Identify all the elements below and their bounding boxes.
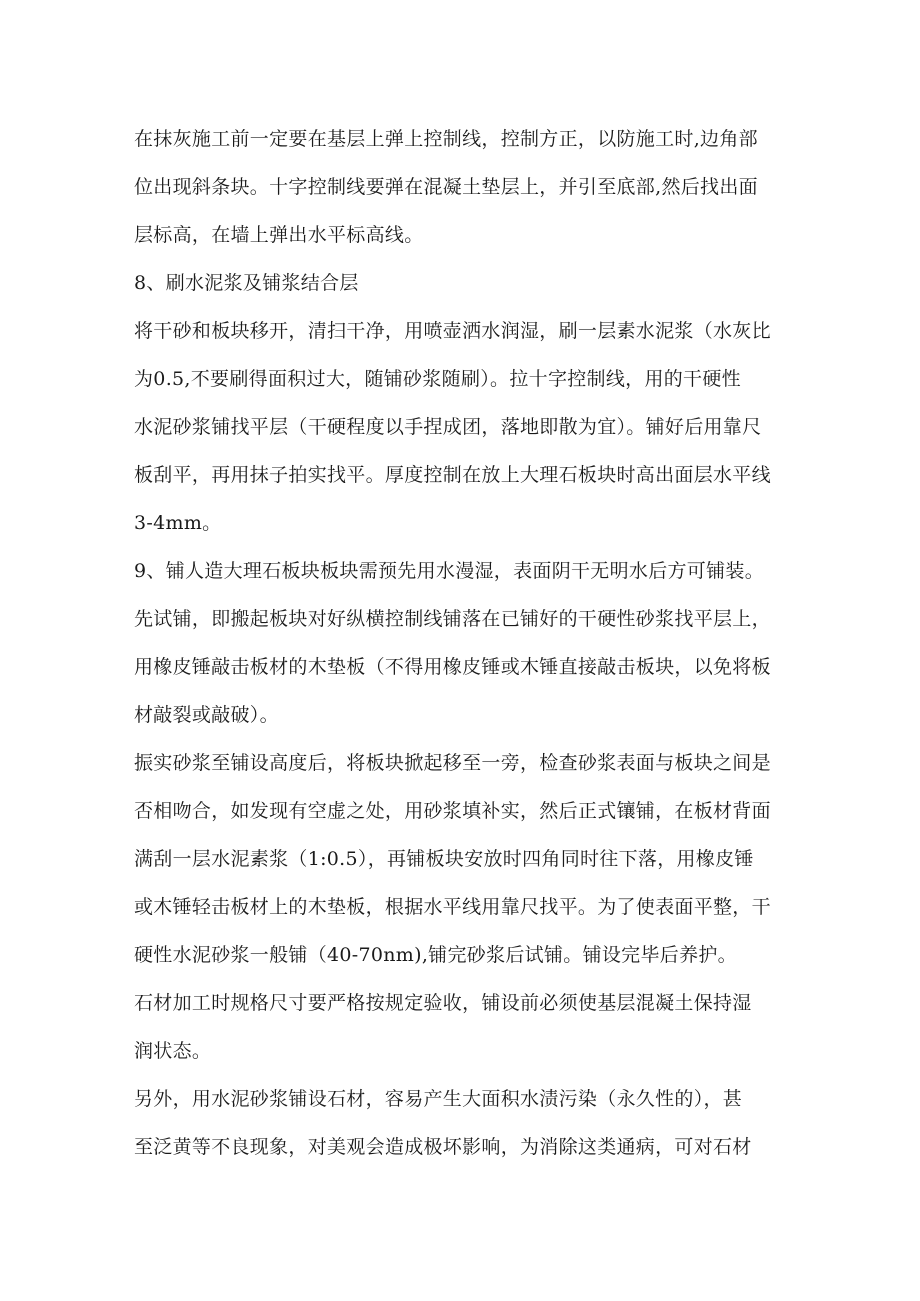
paragraph-line: 材敲裂或敲破）。 (134, 704, 279, 726)
paragraph-line: 位出现斜条块。十字控制线要弹在混凝土垫层上，并引至底部,然后找出面 (134, 176, 758, 198)
section-heading: 8、刷水泥浆及铺浆结合层 (134, 272, 359, 294)
paragraph-line: 层标高，在墙上弹出水平标高线。 (134, 224, 424, 246)
section-heading: 9、铺人造大理石板块板块需预先用水漫湿，表面阴干无明水后方可铺装。 (134, 560, 764, 582)
paragraph-line: 3-4mm。 (134, 512, 222, 534)
paragraph-line: 为0.5,不要刷得面积过大，随铺砂浆随刷）。拉十字控制线，用的干硬性 (134, 368, 741, 390)
paragraph-line: 在抹灰施工前一定要在基层上弹上控制线，控制方正，以防施工时,边角部 (134, 128, 758, 150)
paragraph-line: 或木锤轻击板材上的木垫板，根据水平线用靠尺找平。为了使表面平整，干 (134, 896, 771, 918)
paragraph-line: 润状态。 (134, 1040, 212, 1062)
paragraph-line: 水泥砂浆铺找平层（干硬程度以手捏成团，落地即散为宜）。铺好后用靠尺 (134, 416, 762, 438)
paragraph-line: 满刮一层水泥素浆（1:0.5），再铺板块安放时四角同时往下落，用橡皮锤 (134, 848, 754, 870)
paragraph-line: 另外，用水泥砂浆铺设石材，容易产生大面积水渍污染（永久性的），甚 (134, 1088, 743, 1110)
paragraph-line: 用橡皮锤敲击板材的木垫板（不得用橡皮锤或木锤直接敲击板块，以免将板 (134, 656, 771, 678)
paragraph-line: 否相吻合，如发现有空虚之处，用砂浆填补实，然后正式镶铺，在板材背面 (134, 800, 771, 822)
paragraph-line: 石材加工时规格尺寸要严格按规定验收，铺设前必须使基层混凝土保持湿 (134, 992, 752, 1014)
paragraph-line: 将干砂和板块移开，清扫干净，用喷壶洒水润湿，刷一层素水泥浆（水灰比 (134, 320, 771, 342)
paragraph-line: 板刮平，再用抹子拍实找平。厚度控制在放上大理石板块时高出面层水平线 (134, 464, 771, 486)
paragraph-line: 至泛黄等不良现象，对美观会造成极坏影响，为消除这类通病，可对石材 (134, 1136, 752, 1158)
paragraph-line: 硬性水泥砂浆一般铺（40-70nm),铺完砂浆后试铺。铺设完毕后养护。 (134, 944, 737, 966)
paragraph-line: 先试铺，即搬起板块对好纵横控制线铺落在已铺好的干硬性砂浆找平层上， (134, 608, 771, 630)
paragraph-line: 振实砂浆至铺设高度后，将板块掀起移至一旁，检查砂浆表面与板块之间是 (134, 752, 771, 774)
